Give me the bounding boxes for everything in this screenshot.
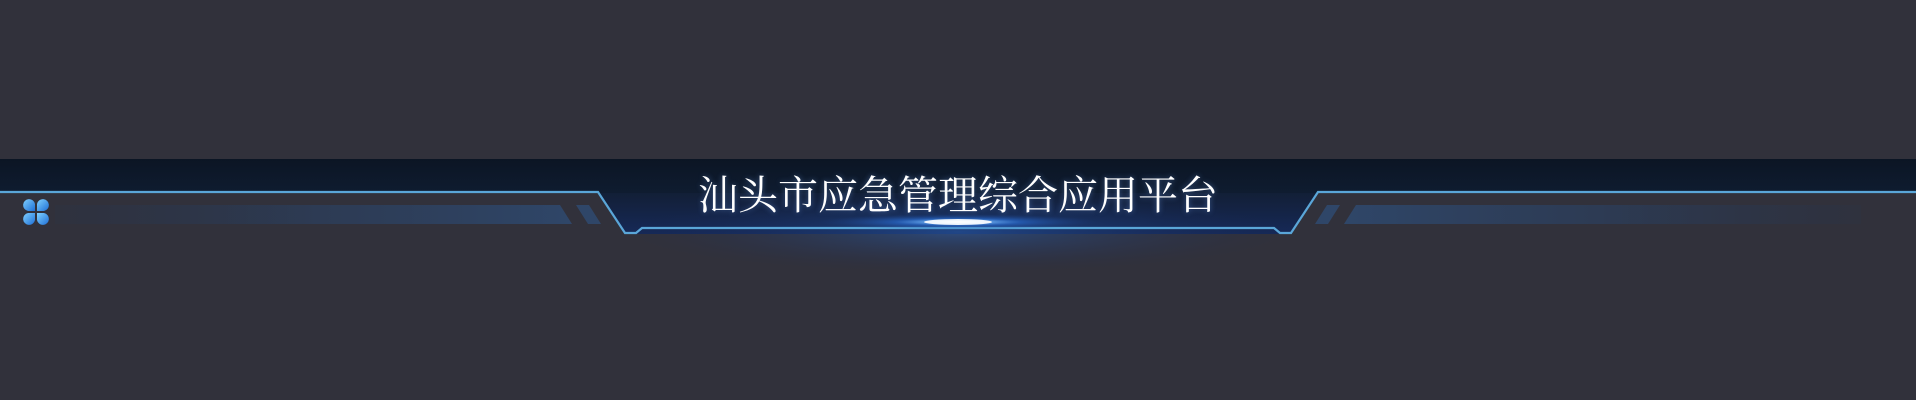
right-decor-strip bbox=[1344, 205, 1861, 224]
right-decor-slash bbox=[1315, 205, 1340, 224]
page-title: 汕头市应急管理综合应用平台 bbox=[698, 173, 1218, 219]
left-decor-strip bbox=[55, 205, 572, 224]
four-petal-logo-icon bbox=[22, 198, 50, 226]
left-decor-slash bbox=[576, 205, 601, 224]
